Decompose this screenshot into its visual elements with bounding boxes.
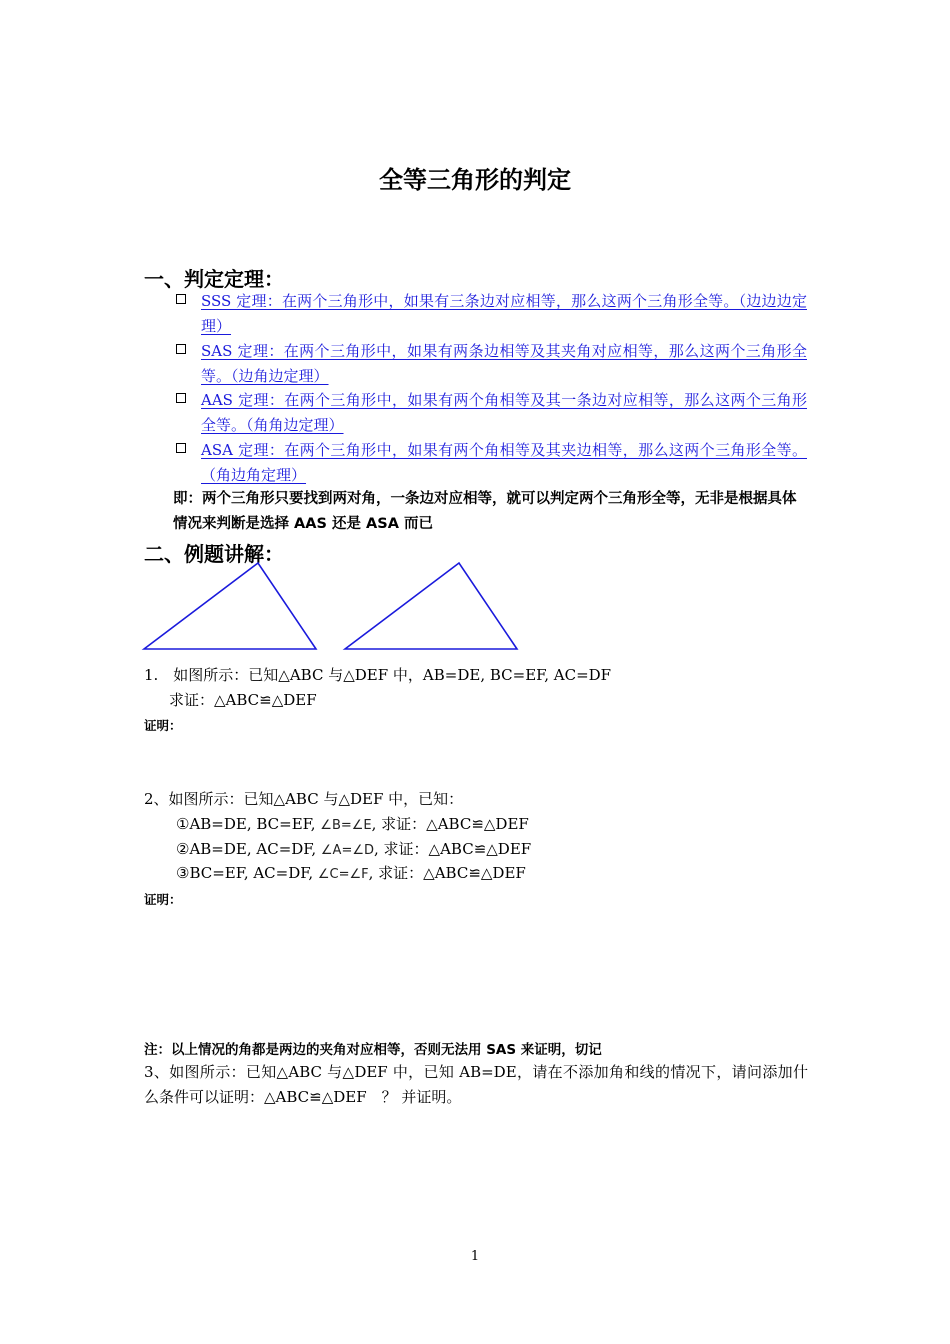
q3-statement: 3、如图所示：已知△ABC 与△DEF 中，已知 AB=DE，请在不添加角和线的情况下，请问添加什么条件可以证明：△ABC≌△DEF ？ 并证明。 (144, 1063, 808, 1106)
case-conditions: ③BC=EF, AC=DF, (176, 864, 318, 882)
case-conditions: ②AB=DE, AC=DF, (176, 840, 321, 858)
case-prove: , 求证：△ABC≌△DEF (368, 864, 526, 882)
angle-condition: ∠C=∠F (317, 867, 369, 882)
case-conditions: ①AB=DE, BC=EF, (176, 815, 321, 833)
checkbox-icon (176, 294, 186, 304)
page-number: 1 (470, 1249, 480, 1264)
q2-proof-label: 证明： (144, 892, 182, 907)
q2-case-2 (176, 838, 531, 859)
page-title: 全等三角形的判定 (379, 166, 571, 194)
triangle-def (345, 563, 517, 649)
note: 注：以上情况的角都是两边的夹角对应相等，否则无法用 SAS 来证明，切记 (144, 1042, 602, 1058)
case-prove: , 求证：△ABC≌△DEF (374, 840, 532, 858)
q2-case-3 (176, 862, 526, 883)
theorem-summary: 即：两个三角形只要找到两对角，一条边对应相等，就可以判定两个三角形全等，无非是根据具体情况来判断是选择 AAS 还是 ASA 而已 (173, 491, 797, 532)
theorem-aas: AAS 定理：在两个三角形中，如果有两个角相等及其一条边对应相等，那么这两个三角形全等。（角角边定理） (201, 391, 807, 434)
section2-heading: 二、例题讲解： (144, 542, 284, 566)
checkbox-icon (176, 443, 186, 453)
q1-prove: 求证：△ABC≌△DEF (169, 691, 317, 709)
angle-condition: ∠B=∠E (320, 818, 372, 833)
case-prove: , 求证：△ABC≌△DEF (371, 815, 529, 833)
q1-statement: 1. 如图所示：已知△ABC 与△DEF 中，AB=DE, BC=EF, AC=DF (144, 666, 612, 684)
q2-case-1 (176, 813, 529, 834)
triangle-figure (140, 558, 525, 654)
theorem-asa: ASA 定理：在两个三角形中，如果有两个角相等及其夹边相等，那么这两个三角形全等。（角边角定理） (201, 441, 807, 484)
checkbox-icon (176, 393, 186, 403)
angle-condition: ∠A=∠D (320, 843, 375, 858)
triangle-abc (144, 563, 316, 649)
checkbox-icon (176, 344, 186, 354)
section1-heading: 一、判定定理： (144, 267, 284, 291)
q1-proof-label: 证明： (144, 718, 182, 733)
q2-statement: 2、如图所示：已知△ABC 与△DEF 中，已知： (144, 790, 464, 808)
theorem-sss: SSS 定理：在两个三角形中，如果有三条边对应相等，那么这两个三角形全等。（边边边定理） (201, 292, 807, 335)
theorem-sas: SAS 定理：在两个三角形中，如果有两条边相等及其夹角对应相等，那么这两个三角形全等。（边角边定理） (201, 342, 807, 385)
